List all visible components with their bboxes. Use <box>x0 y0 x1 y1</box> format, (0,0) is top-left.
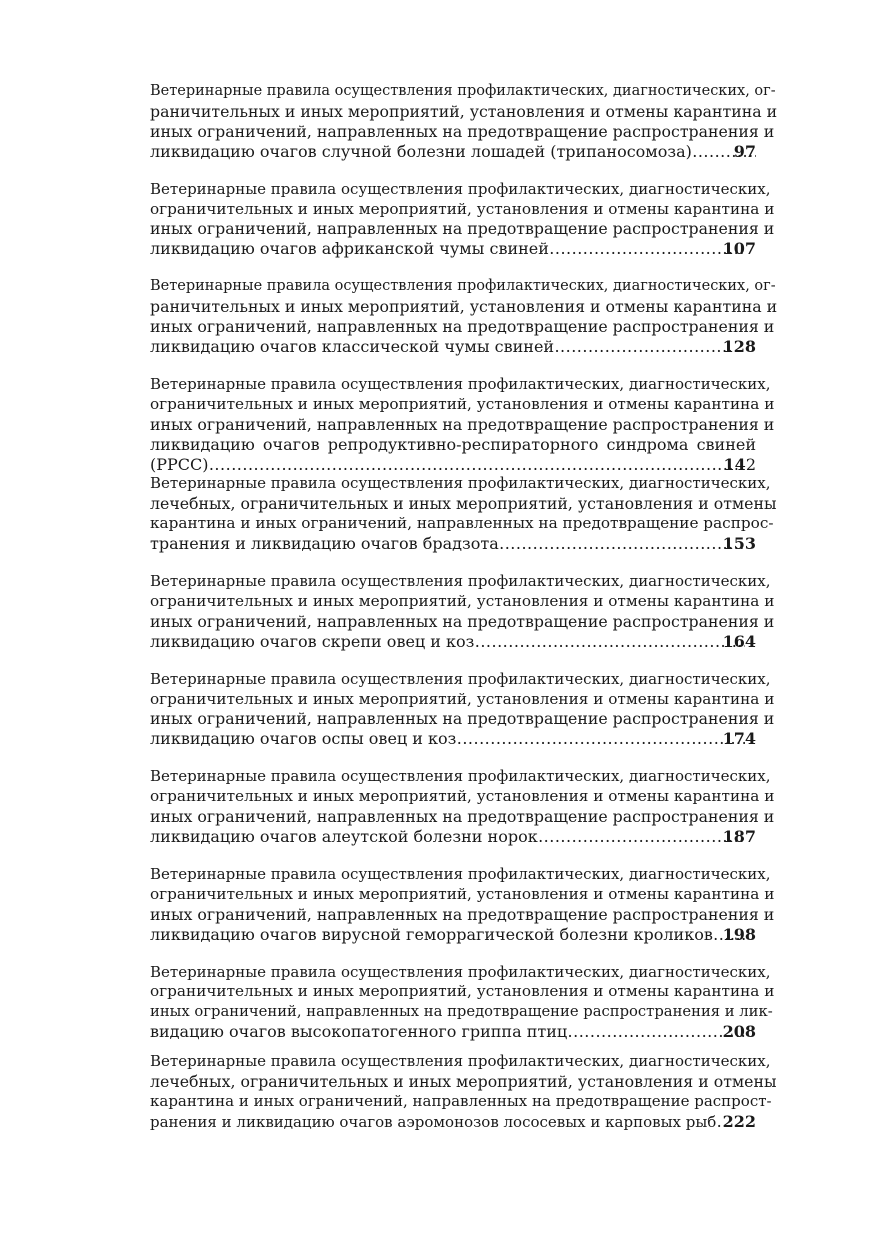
toc-entry-line: лечебных, ограничительных и иных мероприятий, установления и отмены <box>150 494 777 514</box>
toc-entry[interactable] <box>150 669 775 750</box>
toc-entry-line: ограничительных и иных мероприятий, установления и отмены карантина и <box>150 689 775 708</box>
toc-entry-line: Ветеринарные правила осуществления профилактических, диагностических, <box>150 1052 771 1071</box>
dot-leader <box>554 337 745 357</box>
toc-entry-line: ликвидацию очагов африканской чумы свиней <box>150 239 549 259</box>
toc-entry-line: ограничительных и иных мероприятий, установления и отмены карантина и <box>150 787 775 806</box>
page-number[interactable]: 187 <box>722 827 756 846</box>
toc-entry-line: (РРСС) <box>150 454 209 474</box>
toc-entry[interactable] <box>150 179 775 260</box>
toc-entry-line: иных ограничений, направленных на предотвращение распространения и <box>150 807 775 827</box>
toc-entry[interactable] <box>150 572 775 652</box>
page-number[interactable] <box>723 454 756 475</box>
toc-entry-line: карантина и иных ограничений, направленных на предотвращение распрос- <box>150 514 774 533</box>
dot-leader <box>567 1022 744 1042</box>
toc-entry-line: Ветеринарные правила осуществления профилактических, диагностических, <box>150 864 771 883</box>
toc-entry-line: ликвидацию очагов скрепи овец и коз <box>150 631 475 651</box>
toc-entry-line: Ветеринарные правила осуществления профилактических, диагностических, <box>150 767 771 786</box>
toc-entry-line: ранения и ликвидацию очагов аэромонозов лососевых и карповых рыб <box>150 1112 717 1131</box>
toc-entry-line: ликвидацию очагов случной болезни лошадей (трипаносомоза) <box>150 141 692 161</box>
page-number[interactable]: 174 <box>722 729 756 749</box>
toc-entry-line: иных ограничений, направленных на предотвращение распространения и <box>150 904 775 924</box>
dot-leader <box>499 534 745 554</box>
toc-entry-line: карантина и иных ограничений, направленных на предотвращение распрост- <box>150 1091 772 1110</box>
toc-entry[interactable] <box>150 864 775 945</box>
toc-entry-line: ограничительных и иных мероприятий, установления и отмены карантина и <box>150 199 775 218</box>
toc-entry-line: ликвидацию очагов оспы овец и коз <box>150 729 457 749</box>
toc-entry-line: видацию очагов высокопатогенного гриппа птиц <box>150 1022 568 1042</box>
toc-entry-line: раничительных и иных мероприятий, установления и отмены карантина и <box>150 101 778 121</box>
toc-entry-line: ограничительных и иных мероприятий, установления и отмены карантина и <box>150 982 775 1001</box>
toc-entry-final-line <box>150 534 756 554</box>
toc-entry-line: ликвидацию очагов алеутской болезни норок <box>150 827 538 846</box>
toc-entry-line: иных ограничений, направленных на предотвращение распространения и <box>150 611 775 631</box>
toc-entry-final-line <box>150 454 756 475</box>
toc-entry-line: ограничительных и иных мероприятий, установления и отмены карантина и <box>150 884 775 903</box>
page-number[interactable]: 107 <box>722 239 756 259</box>
toc-entry-final-line <box>150 141 756 162</box>
page-number[interactable]: 153 <box>722 534 756 554</box>
toc-entry-line: иных ограничений, направленных на предотвращение распространения и <box>150 121 775 141</box>
toc-entry-final-line <box>150 239 756 259</box>
toc-entry-final-line <box>150 924 756 945</box>
page-number[interactable]: 222 <box>722 1111 756 1131</box>
toc-entry[interactable] <box>150 374 775 475</box>
toc-entry-final-line <box>150 1022 756 1042</box>
toc-entry-line: раничительных и иных мероприятий, установления и отмены карантина и <box>150 297 778 317</box>
toc-entry-line: транения и ликвидацию очагов брадзота <box>150 534 499 554</box>
toc-entry-final-line <box>150 729 756 749</box>
toc-entry-final-line <box>150 1111 756 1133</box>
toc-entry-final-line <box>150 336 756 357</box>
toc-entry-line: ликвидацию очагов репродуктивно-респираторного синдрома свиней <box>150 434 756 454</box>
toc-entry-line: Ветеринарные правила осуществления профилактических, диагностических, <box>150 669 771 688</box>
toc-entry-line: Ветеринарные правила осуществления профилактических, диагностических, <box>150 962 771 981</box>
dot-leader <box>474 632 744 652</box>
toc-entry[interactable] <box>150 767 775 847</box>
dot-leader <box>538 827 745 847</box>
toc-entry-line: ликвидацию очагов вирусной геморрагической болезни кроликов <box>150 924 713 944</box>
dot-leader <box>456 729 744 749</box>
toc-entry[interactable] <box>150 277 778 357</box>
dot-leader <box>549 239 745 259</box>
toc-entry-line: Ветеринарные правила осуществления профилактических, диагностических, <box>150 572 771 591</box>
toc-entry[interactable] <box>150 1052 777 1133</box>
toc-entry-line: иных ограничений, направленных на предотвращение распространения и <box>150 414 775 434</box>
toc-entry-line: иных ограничений, направленных на предотвращение распространения и <box>150 317 775 337</box>
page-number-normal-part: 2 <box>745 454 756 474</box>
toc-entry-line: ликвидацию очагов классической чумы свиней <box>150 336 555 356</box>
toc-entry-line: иных ограничений, направленных на предотвращение распространения и лик- <box>150 1003 773 1021</box>
page-number[interactable]: 208 <box>722 1022 756 1042</box>
toc-entry-line: Ветеринарные правила осуществления профилактических, диагностических, ог- <box>150 278 776 295</box>
page-number[interactable]: 128 <box>722 336 756 356</box>
page-number[interactable]: 198 <box>722 924 756 944</box>
page-number[interactable]: 164 <box>722 631 756 651</box>
toc-entry[interactable] <box>150 962 775 1043</box>
toc-entry[interactable] <box>150 474 777 554</box>
toc-entry-line: лечебных, ограничительных и иных мероприятий, установления и отмены <box>150 1072 777 1092</box>
dot-leader <box>209 455 746 475</box>
toc-entry-line: иных ограничений, направленных на предотвращение распространения и <box>150 709 775 729</box>
toc-entry-final-line <box>150 631 756 652</box>
toc-entry-final-line <box>150 827 756 847</box>
toc-entry-line: Ветеринарные правила осуществления профилактических, диагностических, <box>150 179 771 198</box>
toc-entry-line: Ветеринарные правила осуществления профилактических, диагностических, <box>150 474 771 493</box>
page-number-bold-part: 14 <box>723 454 746 474</box>
toc-entry-line: Ветеринарные правила осуществления профилактических, диагностических, ог- <box>150 83 776 99</box>
toc-entry[interactable] <box>150 82 778 162</box>
toc-entry-line: Ветеринарные правила осуществления профилактических, диагностических, <box>150 374 771 393</box>
toc-entry-line: ограничительных и иных мероприятий, установления и отмены карантина и <box>150 394 775 413</box>
table-of-contents <box>150 82 778 1133</box>
toc-entry-line: ограничительных и иных мероприятий, установления и отмены карантина и <box>150 591 775 610</box>
toc-entry-line: иных ограничений, направленных на предотвращение распространения и <box>150 219 775 239</box>
